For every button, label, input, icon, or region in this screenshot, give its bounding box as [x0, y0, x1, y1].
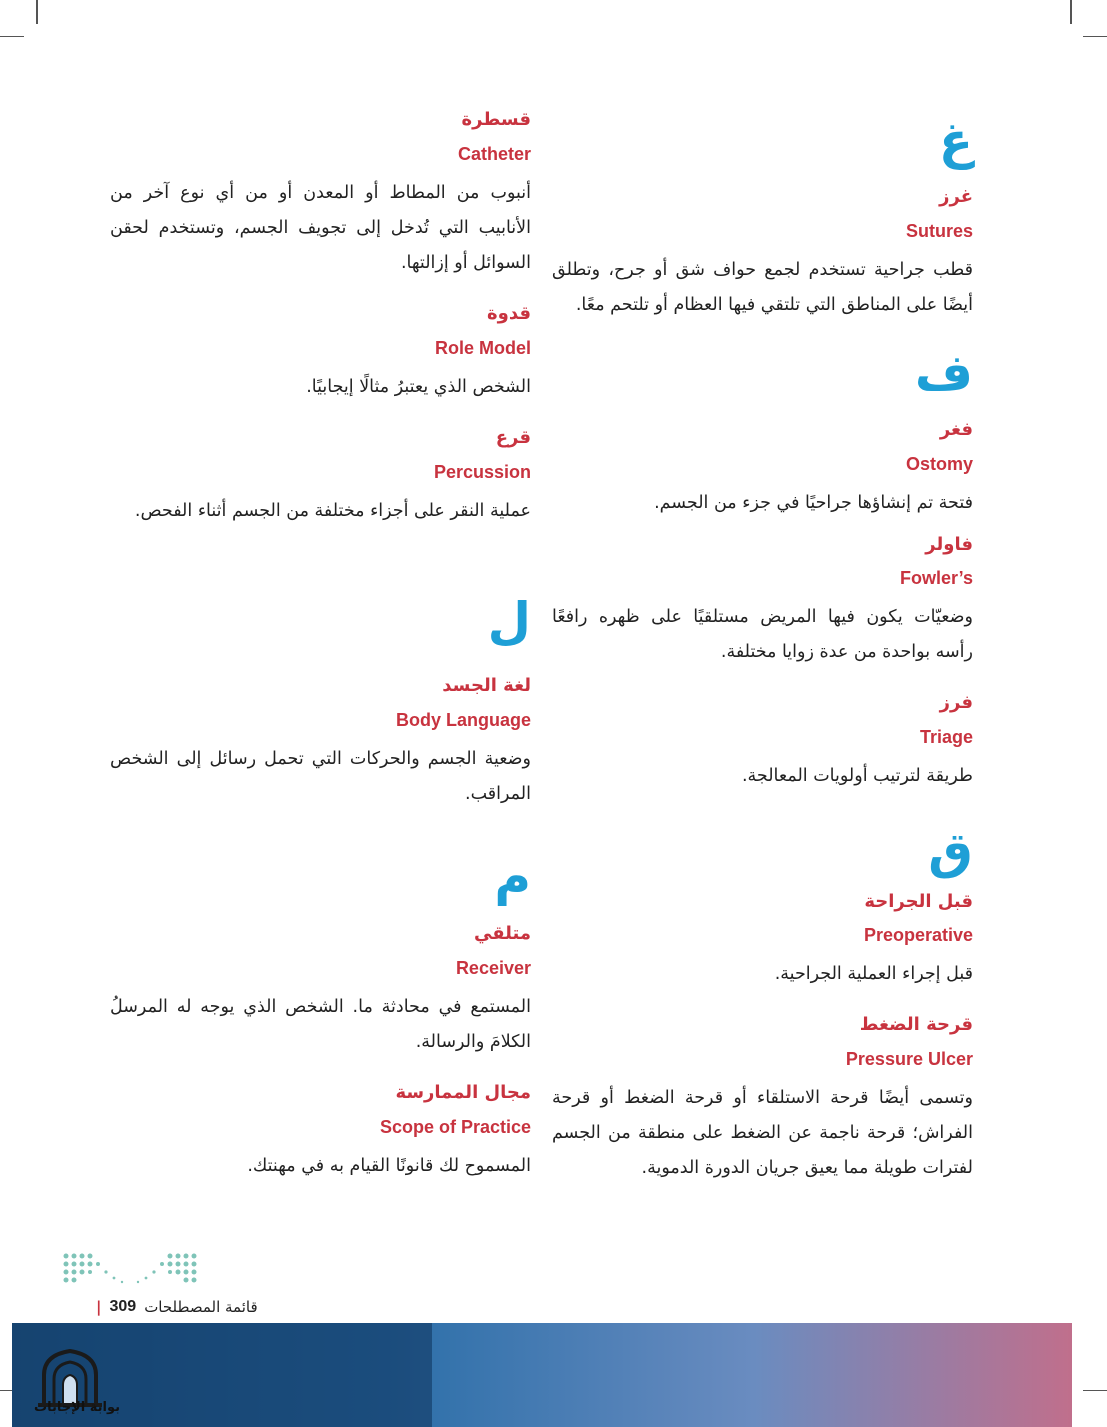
term-english: Body Language	[395, 710, 531, 730]
page-footer-label	[96, 1298, 258, 1316]
term-arabic: مجال الممارسة	[395, 1082, 531, 1103]
term-definition: المسموح لك قانونًا القيام به في مهنتك.	[247, 1156, 531, 1176]
term-english: Fowler’s	[899, 568, 973, 588]
term-arabic: قرحة الضغط	[859, 1014, 973, 1035]
term-definition: المستمع في محادثة ما. الشخص الذي يوجه له المرسلُ الكلامَ والرسالة.	[110, 997, 531, 1052]
term-english: Scope of Practice	[379, 1117, 531, 1137]
term-arabic: فغر	[939, 419, 973, 440]
term-definition: الشخص الذي يعتبرُ مثالًا إيجابيًا.	[306, 377, 531, 397]
term-arabic: لغة الجسد	[442, 675, 531, 696]
section-letter-qaf: ق	[928, 822, 973, 880]
portal-label: بوابة الإجابات	[34, 1400, 120, 1415]
term-definition: فتحة تم إنشاؤها جراحيًا في جزء من الجسم.	[654, 493, 973, 513]
ministry-dots-logo-icon	[62, 1252, 198, 1286]
term-english: Receiver	[455, 958, 531, 978]
crop-mark	[1083, 36, 1107, 37]
term-definition: عملية النقر على أجزاء مختلفة من الجسم أثناء الفحص.	[134, 501, 531, 521]
term-definition: قبل إجراء العملية الجراحية.	[774, 964, 973, 984]
footer-separator: |	[96, 1298, 102, 1316]
section-letter-fa: ف	[914, 344, 973, 402]
term-english: Role Model	[434, 338, 531, 358]
term-arabic: قرع	[495, 427, 531, 448]
term-english: Pressure Ulcer	[845, 1049, 973, 1069]
term-english: Preoperative	[863, 925, 973, 945]
term-english: Triage	[919, 727, 973, 747]
term-arabic: قسطرة	[461, 109, 531, 130]
term-arabic: قبل الجراحة	[864, 891, 973, 912]
term-arabic: غرز	[939, 186, 973, 207]
crop-mark	[36, 0, 38, 24]
section-letter-lam: ل	[487, 592, 531, 650]
term-english: Sutures	[905, 221, 973, 241]
term-definition: وضعيّات يكون فيها المريض مستلقيًا على ظهره رافعًا رأسه بواحدة من عدة زوايا مختلفة.	[552, 607, 973, 662]
term-definition: طريقة لترتيب أولويات المعالجة.	[741, 766, 973, 786]
crop-mark	[1083, 1390, 1107, 1391]
term-definition: أنبوب من المطاط أو المعدن أو من أي نوع آخر من الأنابيب التي تُدخل إلى تجويف الجسم، وتستخدم لحقن السوائل أو إزالتها.	[110, 183, 531, 273]
section-letter-mim: م	[494, 848, 531, 906]
term-english: Catheter	[457, 144, 531, 164]
footer-section-title: قائمة المصطلحات	[144, 1298, 258, 1316]
crop-mark	[1070, 0, 1072, 24]
term-english: Ostomy	[905, 454, 973, 474]
term-arabic: قدوة	[487, 303, 531, 324]
term-arabic: متلقي	[473, 923, 531, 944]
term-arabic: فاولر	[925, 534, 973, 555]
term-english: Percussion	[433, 462, 531, 482]
term-definition: قطب جراحية تستخدم لجمع حواف شق أو جرح، وتطلق أيضًا على المناطق التي تلتقي فيها العظام أو تلتحم معًا.	[552, 260, 973, 315]
section-letter-ghain: غ	[938, 112, 973, 170]
term-arabic: فرز	[939, 692, 973, 713]
term-definition: وضعية الجسم والحركات التي تحمل رسائل إلى الشخص المراقب.	[110, 749, 531, 804]
term-definition: وتسمى أيضًا قرحة الاستلقاء أو قرحة الضغط أو قرحة الفراش؛ قرحة ناجمة عن الضغط على منطقة من الجسم لفترات طويلة مما يعيق جريان الدورة الدموية.	[552, 1088, 973, 1178]
page-number: 309	[109, 1298, 137, 1315]
crop-mark	[0, 36, 24, 37]
